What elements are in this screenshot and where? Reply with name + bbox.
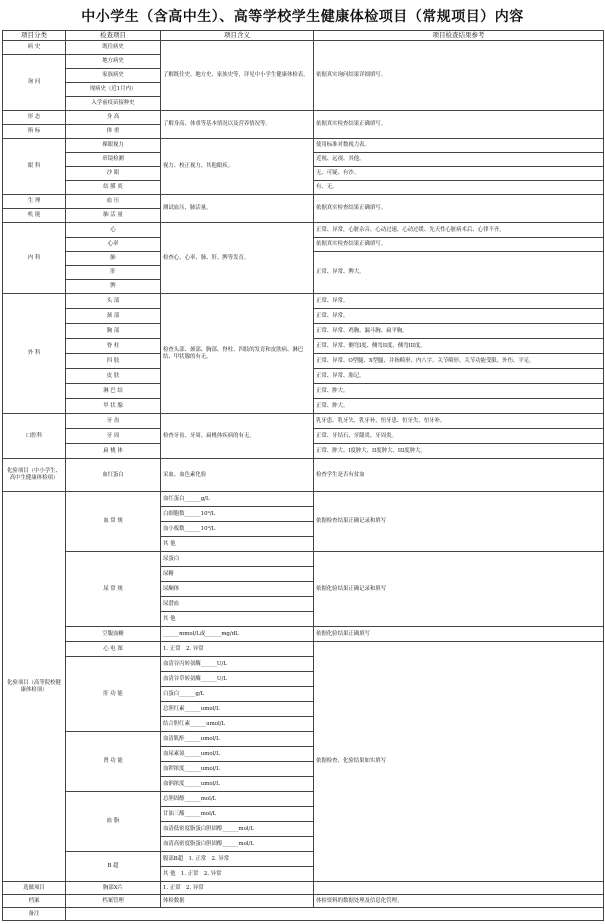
meaning-cell: 其 他: [161, 612, 314, 627]
category-cell: 生 理: [3, 195, 66, 209]
item-cell: 淋 巴 结: [66, 384, 161, 399]
item-cell: 地方病史: [66, 55, 161, 69]
reference-cell: 依据化验结果正确填写: [314, 627, 604, 642]
meaning-cell: 了解身高、体重等基本情况以及营养情况等。: [161, 111, 314, 139]
document-title: 中小学生（含高中生）、高等学校学生健康体检项目（常规项目）内容: [81, 9, 524, 25]
table-row: [3, 882, 604, 895]
reference-cell: [314, 882, 604, 895]
item-cell: 结 膜 炎: [66, 181, 161, 195]
item-cell: 裸眼视力: [66, 139, 161, 153]
category-cell: 内 科: [3, 223, 66, 294]
meaning-cell: 血钠浓度______umol/L: [161, 777, 314, 792]
item-cell: 胸 部: [66, 324, 161, 339]
meaning-cell: 血清谷丙转氨酶______U/L: [161, 657, 314, 672]
table-row: [3, 294, 604, 309]
table-row: [3, 552, 604, 567]
item-cell: 肾 功 能: [66, 732, 161, 792]
meaning-cell: 其 他 1. 正常 2. 异常: [161, 867, 314, 882]
item-cell: 沙 眼: [66, 167, 161, 181]
reference-cell: 体检资料的数据处理及信息化管理。: [314, 895, 604, 908]
meaning-cell: 1. 正常 2. 异常: [161, 642, 314, 657]
reference-cell: 正常、异常，心脏杂音、心动过速、心动过缓、先天性心脏病术后、心律不齐。: [314, 223, 604, 238]
category-cell: 档案: [3, 895, 66, 908]
reference-cell: 依据检查结果正确记录和填写: [314, 492, 604, 552]
item-cell: 肝 功 能: [66, 657, 161, 732]
category-cell: 口腔科: [3, 414, 66, 459]
reference-cell: 正常、肿大、I度肿大、II度肿大、III度肿大。: [314, 444, 604, 459]
table-row: [3, 111, 604, 125]
table-row: [3, 223, 604, 238]
item-cell: 心率: [66, 238, 161, 252]
header-item: 检查项目: [66, 31, 161, 41]
category-cell: 选做项目: [3, 882, 66, 895]
meaning-cell: 白细胞数______10⁹/L: [161, 507, 314, 522]
item-cell: 牙 齿: [66, 414, 161, 429]
item-cell: 血 常 规: [66, 492, 161, 552]
table-row: [3, 642, 604, 657]
item-cell: 串镜检测: [66, 153, 161, 167]
reference-cell: 正常、异常。: [314, 294, 604, 309]
item-cell: 档案管理: [66, 895, 161, 908]
meaning-cell: 血小板数______10⁹/L: [161, 522, 314, 537]
category-cell: 眼 科: [3, 139, 66, 195]
item-cell: 皮 肤: [66, 369, 161, 384]
item-cell: 心 电 图: [66, 642, 161, 657]
meaning-cell: 检查牙齿、牙周、扁桃体疾病的有无。: [161, 414, 314, 459]
item-cell: 头 部: [66, 294, 161, 309]
item-cell: 甲 状 腺: [66, 399, 161, 414]
remarks-cell: [66, 908, 604, 921]
meaning-cell: 其 他: [161, 537, 314, 552]
meaning-cell: 检查心、心率、肺、肝、脾等发育。: [161, 223, 314, 294]
item-cell: 血红蛋白: [66, 459, 161, 492]
reference-cell: 正常、异常、侧弯I度、侧弯II度、侧弯III度。: [314, 339, 604, 354]
category-cell: 备注: [3, 908, 66, 921]
item-cell: 扁 桃 体: [66, 444, 161, 459]
item-cell: 肺: [66, 252, 161, 266]
reference-cell: 依据真实检查结果正确填写。: [314, 111, 604, 139]
table-row: [3, 414, 604, 429]
category-cell: 形 态: [3, 111, 66, 125]
reference-cell: 依据化验结果正确记录和填写: [314, 552, 604, 627]
meaning-cell: 检查头部、颈部、胸部、脊柱、四肢的发育和皮肤病、淋巴结、甲状腺的有无。: [161, 294, 314, 414]
checkup-items-table: [2, 30, 604, 921]
reference-cell: 正常、肿大。: [314, 384, 604, 399]
reference-cell: 依据真实询问结果详细填写。: [314, 41, 604, 111]
meaning-cell: 尿糖: [161, 567, 314, 582]
reference-cell: 近视、远视、其他。: [314, 153, 604, 167]
meaning-cell: 体检数据: [161, 895, 314, 908]
item-cell: 血 压: [66, 195, 161, 209]
reference-cell: 正常、异常、胎记。: [314, 369, 604, 384]
table-row: [3, 895, 604, 908]
meaning-cell: 采血、血色素化验: [161, 459, 314, 492]
item-cell: 空腹血糖: [66, 627, 161, 642]
meaning-cell: 血红蛋白______g/L: [161, 492, 314, 507]
item-cell: 脾: [66, 280, 161, 294]
header-reference: 项目检查结果参考: [314, 31, 604, 41]
item-cell: 现病史（近1月内）: [66, 83, 161, 97]
reference-cell: 有、无。: [314, 181, 604, 195]
item-cell: 入学前疫苗接种史: [66, 97, 161, 111]
category-cell: 询 问: [3, 55, 66, 111]
meaning-cell: 血清肌酐______umol/L: [161, 732, 314, 747]
meaning-cell: 甘油三酯______mol/L: [161, 807, 314, 822]
category-cell: 化验项目（高等院校健康体检项）: [3, 492, 66, 882]
category-cell: 指 标: [3, 125, 66, 139]
header-meaning: 项目含义: [161, 31, 314, 41]
item-cell: 脊 柱: [66, 339, 161, 354]
meaning-cell: 测试血压、肺活量。: [161, 195, 314, 223]
reference-cell: 正常、异常、鸡胸、漏斗胸、扁平胸。: [314, 324, 604, 339]
meaning-cell: 了解既往史、地方史、家族史等，详见中小学生健康体检表。: [161, 41, 314, 111]
table-row: [3, 459, 604, 492]
meaning-cell: 尿酮体: [161, 582, 314, 597]
table-row: [3, 139, 604, 153]
category-cell: 机 能: [3, 209, 66, 223]
item-cell: 既往病史: [66, 41, 161, 55]
reference-cell: 使用标准对数视力表。: [314, 139, 604, 153]
reference-cell: 依据真实检查结果正确填写。: [314, 238, 604, 252]
category-cell: 外 科: [3, 294, 66, 414]
item-cell: 肺 活 量: [66, 209, 161, 223]
table-row: [3, 195, 604, 209]
reference-cell: 正常、异常、O型腿、X型腿、并指畸形、内八字、关节畸形、关节功能受限、外伤、平足。: [314, 354, 604, 369]
meaning-cell: 视力、校正视力、其他眼疾。: [161, 139, 314, 195]
item-cell: 肝: [66, 266, 161, 280]
item-cell: 尿 常 规: [66, 552, 161, 627]
meaning-cell: 血清谷草转氨酶______U/L: [161, 672, 314, 687]
item-cell: 血 脂: [66, 792, 161, 852]
meaning-cell: 尿蛋白: [161, 552, 314, 567]
meaning-cell: 血清低密度脂蛋白胆固醇______mol/L: [161, 822, 314, 837]
item-cell: 家族病史: [66, 69, 161, 83]
item-cell: 心: [66, 223, 161, 238]
reference-cell: 依据检查、化验结果如实填写: [314, 642, 604, 882]
meaning-cell: ______mmol/L或______mg/dL: [161, 627, 314, 642]
item-cell: 胸部X片: [66, 882, 161, 895]
item-cell: B 超: [66, 852, 161, 882]
meaning-cell: 尿潜血: [161, 597, 314, 612]
meaning-cell: 1. 正常 2. 异常: [161, 882, 314, 895]
table-header-row: [3, 31, 604, 41]
table-row: [3, 627, 604, 642]
category-cell: 化验项目（中小学生、高中生健康体检项）: [3, 459, 66, 492]
meaning-cell: 结合胆红素______umol/L: [161, 717, 314, 732]
reference-cell: 正常、异常、脾大。: [314, 252, 604, 294]
category-cell: 病 史: [3, 41, 66, 55]
item-cell: 身 高: [66, 111, 161, 125]
meaning-cell: 血钾浓度______umol/L: [161, 762, 314, 777]
item-cell: 牙 周: [66, 429, 161, 444]
reference-cell: 检查学生是否有贫血: [314, 459, 604, 492]
table-row: [3, 908, 604, 921]
reference-cell: 乳牙患、乳牙失、乳牙补、恒牙患、恒牙失、恒牙补。: [314, 414, 604, 429]
table-row: [3, 41, 604, 55]
reference-cell: 依据真实检查结果正确填写。: [314, 195, 604, 223]
reference-cell: 正常、肿大。: [314, 399, 604, 414]
item-cell: 颈 部: [66, 309, 161, 324]
item-cell: 四 肢: [66, 354, 161, 369]
meaning-cell: 白蛋白______g/L: [161, 687, 314, 702]
item-cell: 体 重: [66, 125, 161, 139]
table-row: [3, 492, 604, 507]
meaning-cell: 血清高密度脂蛋白胆固醇______mol/L: [161, 837, 314, 852]
meaning-cell: 腹部B超 1. 正常 2. 异常: [161, 852, 314, 867]
reference-cell: 正常、牙结石、牙龈炎、牙周炎。: [314, 429, 604, 444]
header-category: 项目分类: [3, 31, 66, 41]
meaning-cell: 总胆红素______umol/L: [161, 702, 314, 717]
meaning-cell: 血尿素氮______umol/L: [161, 747, 314, 762]
meaning-cell: 总胆固醇______mol/L: [161, 792, 314, 807]
reference-cell: 正常、异常。: [314, 309, 604, 324]
reference-cell: 无、可疑、有沙。: [314, 167, 604, 181]
